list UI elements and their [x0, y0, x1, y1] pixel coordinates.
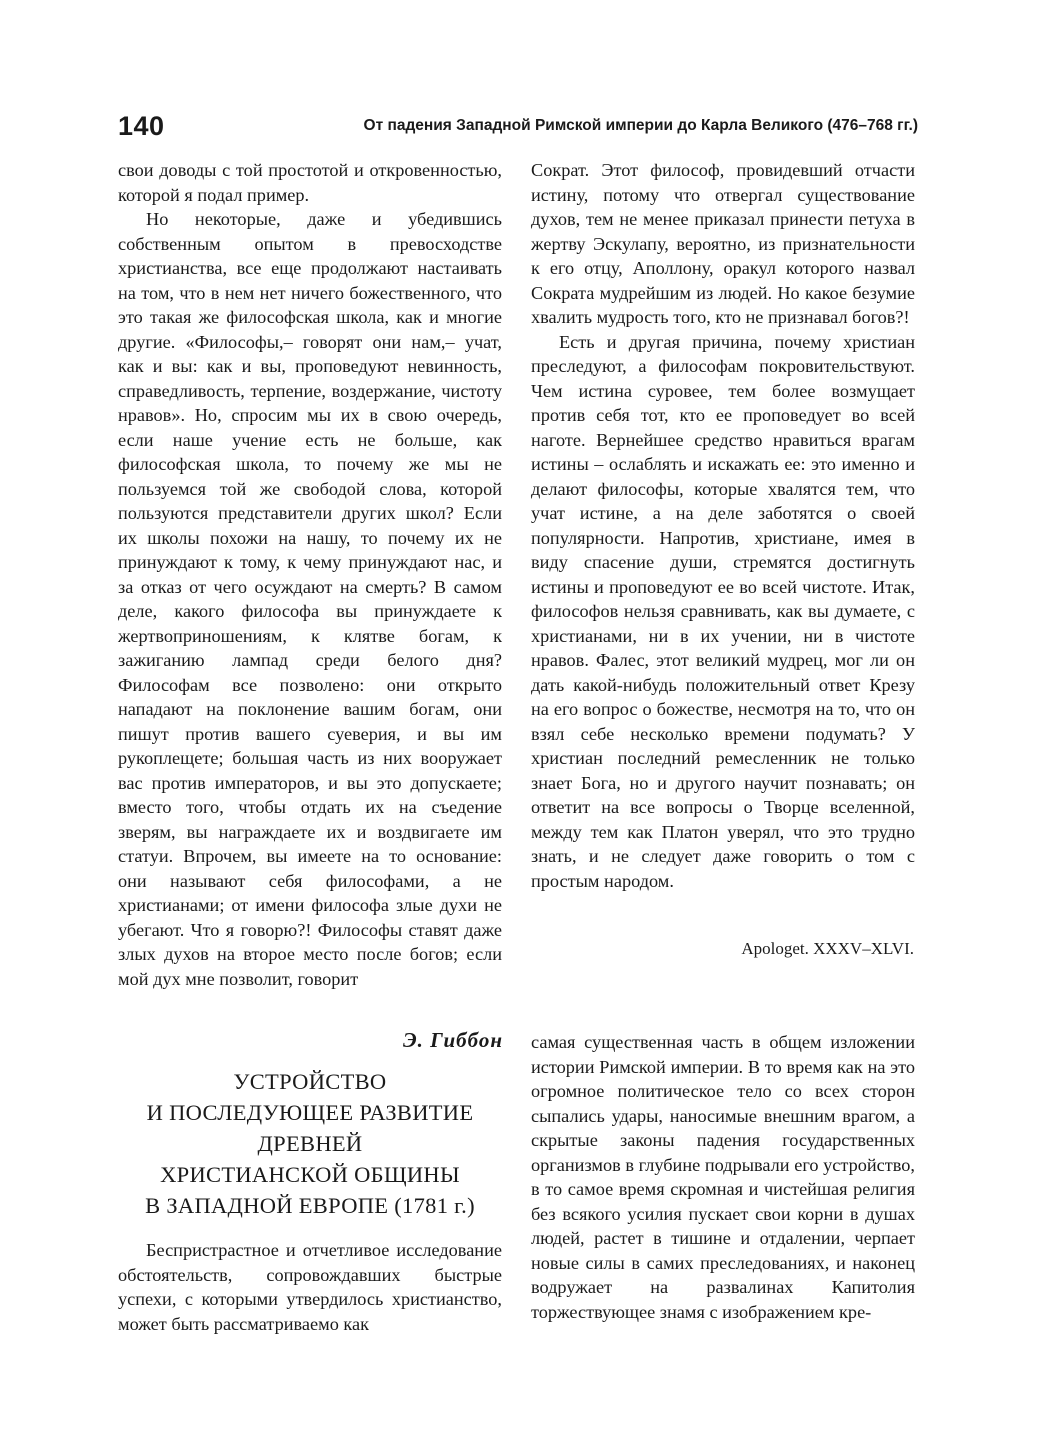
page-header [118, 108, 918, 144]
right-column-bottom [531, 1030, 915, 1324]
paragraph: свои доводы с той простотой и откровенностью, которой я подал пример. [118, 160, 502, 205]
running-head: От падения Западной Римской империи до Карла Великого (476–768 гг.) [363, 117, 918, 134]
left-column-top [118, 158, 502, 991]
section-title-line: ХРИСТИАНСКОЙ ОБЩИНЫ [160, 1162, 460, 1187]
section-author: Э. Гиббон [403, 1028, 503, 1052]
right-column-top [531, 158, 915, 893]
section-title-line: И ПОСЛЕДУЮЩЕЕ РАЗВИТИЕ [146, 1100, 474, 1125]
section-title [118, 1066, 502, 1221]
paragraph: Есть и другая причина, почему христиан преследуют, а философам покровительствуют. Чем истина суровее, тем более возмущает против себя тот, кто ее проповедует во всей наготе. Вернейшее средство нравиться врагам истины – ослаблять и искажать ее: это именно и делают философы, которые хвалятся тем, что учат истине, а на деле заботятся о своей популярности. Напротив, христиане, имея в виду спасение души, стремятся достигнуть истины и проповедуют ее во всей чистоте. Итак, философов нельзя сравнивать, как вы думаете, с христианами, ни в их учении, ни в чистоте нравов. Фалес, этот великий мудрец, мог ли он дать какой-нибудь положительный ответ Крезу на его вопрос о божестве, несмотря на то, что он взял себе несколько времени подумать? У христиан последний ремесленник не только знает Бога, но и другого научит познавать; он ответит на все вопросы о Творце вселенной, между тем как Платон уверял, что это трудно знать, и не следует даже говорить о том с простым народом. [531, 331, 915, 891]
section-title-line: В ЗАПАДНОЙ ЕВРОПЕ (1781 г.) [145, 1193, 475, 1218]
paragraph: Сократ. Этот философ, провидевший отчасти истину, потому что отвергал существование духов, тем не менее приказал принести петуха в жертву Эскулапу, вероятно, из признательности к его отцу, Аполлону, оракул которого назвал Сократа мудрейшим из людей. Но какое безумие хвалить мудрость того, кто не признавал богов?! [531, 160, 915, 327]
section-title-line: ДРЕВНЕЙ [257, 1131, 363, 1156]
paragraph: самая существенная часть в общем изложении истории Римской империи. В то время как на это огромное политическое тело со всех сторон сыпались удары, наносимые внешним врагом, а скрытые законы падения государственных организмов в глубине подрывали его устройство, в то самое время скромная и чистейшая религия без всякого усилия пускает свои корни в душах людей, растет в тишине и отдалении, черпает новые силы в самих преследованиях, и наконец водружает на развалинах Капитолия торжествующее знамя с изображением кре- [531, 1032, 915, 1322]
source-reference: Apologet. XXXV–XLVI. [741, 939, 914, 958]
paragraph: Беспристрастное и отчетливое исследование обстоятельств, сопровождавших быстрые успехи, с которыми утвердилось христианство, может быть рассматриваемо как [118, 1240, 502, 1334]
section-title-line: УСТРОЙСТВО [233, 1069, 387, 1094]
paragraph: Но некоторые, даже и убедившись собственным опытом в превосходстве христианства, все еще продолжают настаивать на том, что в нем нет ничего божественного, что это такая же философская школа, как и многие другие. «Философы,– говорят они нам,– учат, как и вы: как и вы, проповедуют невинность, справедливость, терпение, воздержание, чистоту нравов». Но, спросим мы их в свою очередь, если наше учение есть не больше, как философская школа, то почему же мы не пользуемся той же свободой слова, которой пользуются представители других школ? Если их школы похожи на нашу, то почему их не принуждают к тому, к чему принуждают нас, и за отказ от чего осуждают на смерть? В самом деле, какого философа вы принуждаете к жертвоприношениям, к клятве богам, к зажиганию лампад среди белого дня? Философам все позволено: они открыто нападают на поклонение вашим богам, они пишут против вашего суеверия, и вы им рукоплещете; большая часть из них вооружает вас против императоров, и вы это допускаете; вместо того, чтобы отдать их на съедение зверям, вы награждаете их и воздвигаете им статуи. Впрочем, вы имеете на то основание: они называют себя философами, а не христианами; от имени философа злые духи не убегают. Что я говорю?! Философы ставят даже злых духов на второе место после богов; если мой дух мне позволит, говорит [118, 209, 502, 989]
page-number: 140 [118, 111, 165, 141]
left-column-bottom [118, 1238, 502, 1336]
